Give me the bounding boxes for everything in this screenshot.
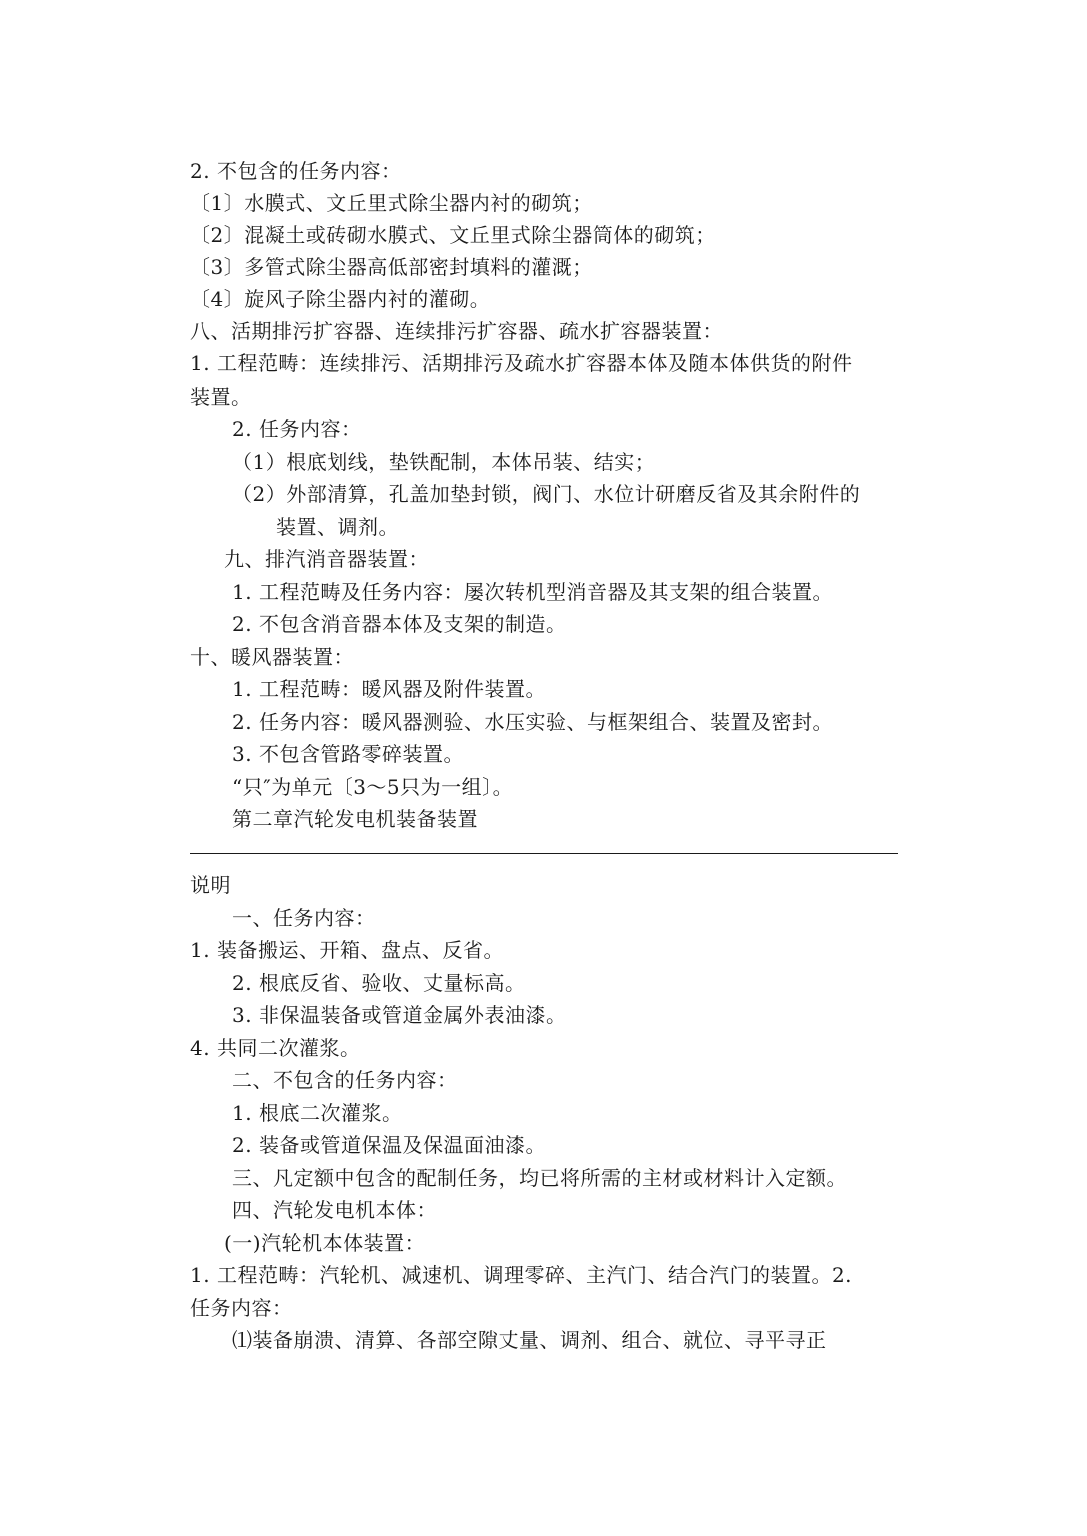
text-line: 3. 不包含管路零碎装置。 <box>232 742 464 766</box>
chapter-title: 第二章汽轮发电机装备装置 <box>232 807 478 831</box>
text-line: “只″为单元〔3～5只为一组〕。 <box>232 775 514 799</box>
text-line: 4. 共同二次灌浆。 <box>190 1036 361 1060</box>
text-line: 1. 工程范畴：暖风器及附件装置。 <box>232 677 546 701</box>
text-line: 2. 不包含的任务内容： <box>190 159 402 183</box>
section-heading: 二、不包含的任务内容： <box>232 1068 458 1092</box>
text-line: 1. 工程范畴及任务内容：屡次转机型消音器及其支架的组合装置。 <box>232 580 833 604</box>
text-line: ⑴装备崩溃、清算、各部空隙丈量、调剂、组合、就位、寻平寻正 <box>232 1328 827 1352</box>
text-line: 2. 不包含消音器本体及支架的制造。 <box>232 612 567 636</box>
text-line: 1. 根底二次灌浆。 <box>232 1101 403 1125</box>
text-line: 2. 任务内容： <box>232 417 362 441</box>
text-line: 2. 根底反省、验收、丈量标高。 <box>232 971 526 995</box>
section-heading: 一、任务内容： <box>232 906 376 930</box>
text-line: 〔2〕混凝土或砖砌水膜式、文丘里式除尘器筒体的砌筑； <box>190 223 716 247</box>
text-line: 任务内容： <box>190 1296 293 1320</box>
text-line: 〔3〕多管式除尘器高低部密封填料的灌溉； <box>190 255 593 279</box>
section-heading: 十、暖风器装置： <box>190 645 354 669</box>
section-heading: 四、汽轮发电机本体： <box>232 1198 437 1222</box>
text-line: 3. 非保温装备或管道金属外表油漆。 <box>232 1003 567 1027</box>
section-heading: 八、活期排污扩容器、连续排污扩容器、疏水扩容器装置： <box>190 319 723 343</box>
section-heading: 说明 <box>190 873 231 897</box>
text-line: 1. 工程范畴：汽轮机、减速机、调理零碎、主汽门、结合汽门的装置。2. <box>190 1263 853 1287</box>
text-line: 1. 工程范畴：连续排污、活期排污及疏水扩容器本体及随本体供货的附件 <box>190 351 853 375</box>
text-line: （1）根底划线，垫铁配制，本体吊装、结实； <box>232 450 656 474</box>
text-line: 1. 装备搬运、开箱、盘点、反省。 <box>190 938 504 962</box>
horizontal-divider <box>190 853 898 854</box>
text-line: 装置。 <box>190 385 252 409</box>
text-line: 三、凡定额中包含的配制任务，均已将所需的主材或材料计入定额。 <box>232 1166 847 1190</box>
text-line: 装置、调剂。 <box>276 515 399 539</box>
text-line: 〔4〕旋风子除尘器内衬的灌砌。 <box>190 287 491 311</box>
text-line: 2. 任务内容：暖风器测验、水压实验、与框架组合、装置及密封。 <box>232 710 833 734</box>
text-line: 2. 装备或管道保温及保温面油漆。 <box>232 1133 546 1157</box>
text-line: 〔1〕水膜式、文丘里式除尘器内衬的砌筑； <box>190 191 593 215</box>
section-heading: (一)汽轮机本体装置： <box>224 1231 426 1255</box>
text-line: （2）外部清算，孔盖加垫封锁，阀门、水位计研磨反省及其余附件的 <box>232 482 861 506</box>
section-heading: 九、排汽消音器装置： <box>224 547 429 571</box>
